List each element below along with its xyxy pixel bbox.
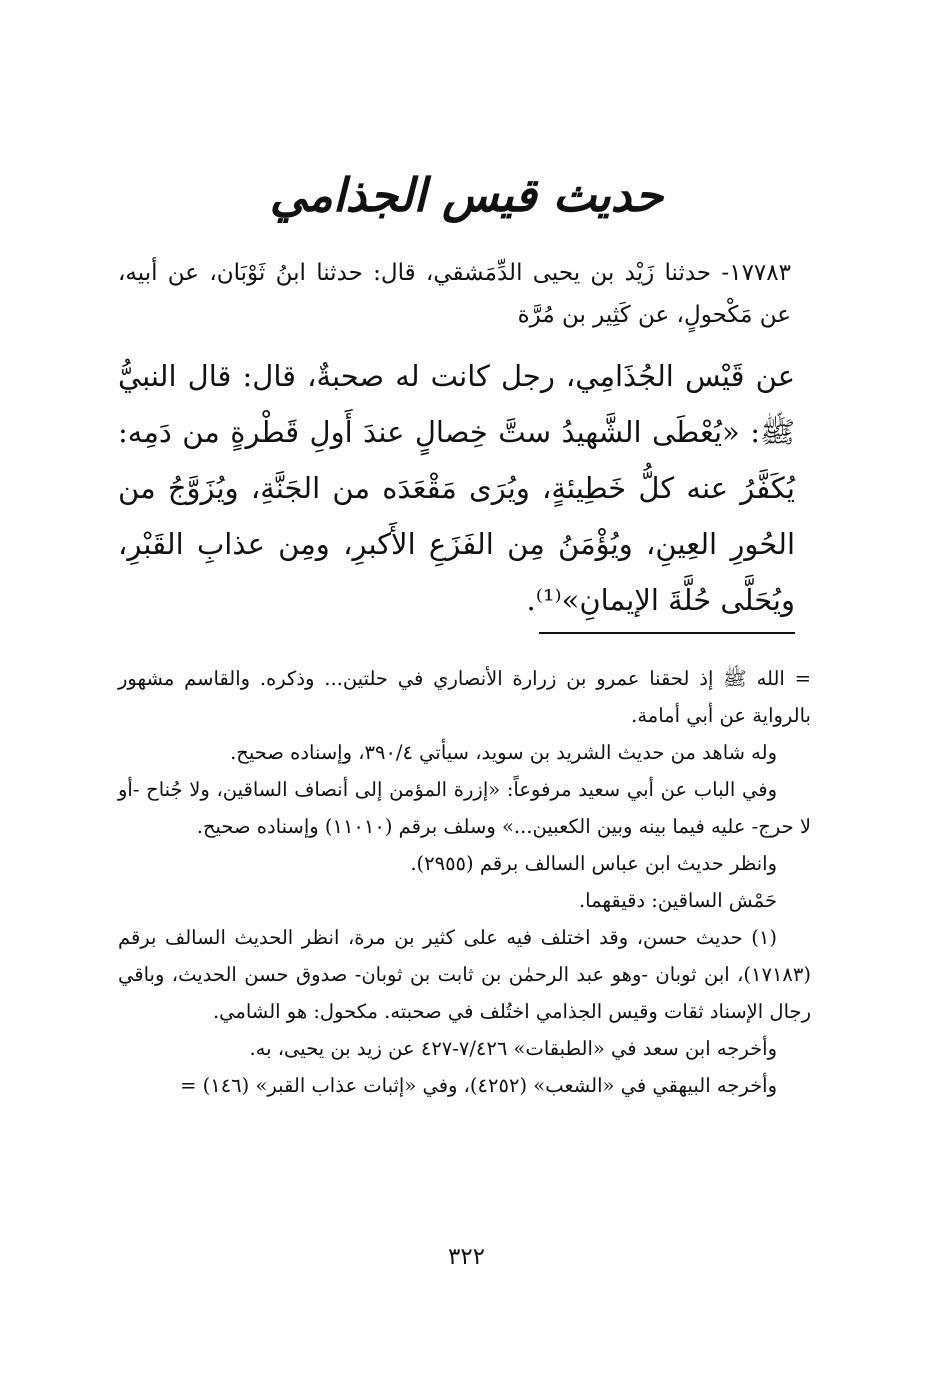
- hadith-isnad: ١٧٧٨٣- حدثنا زَيْد بن يحيى الدِّمَشقي، قال: حدثنا ابنُ ثَوْبَان، عن أبيه، عن مَكْحولٍ، عن كَثِير بن مُرَّة: [118, 260, 791, 328]
- hadith-matn: عن قَيْس الجُذَامِي، رجل كانت له صحبةٌ، قال: قال النبيُّ ﷺ: «يُعْطَى الشَّهيدُ ستَّ خِصالٍ عندَ أَولِ قَطْرةٍ من دَمِه: يُكَفَّرُ عنه كلُّ خَطِيئةٍ، ويُرَى مَقْعَدَه من الجَنَّةِ، ويُزَوَّجُ من الحُورِ العِينِ، ويُؤْمَنُ مِن الفَزَعِ الأَكبرِ، ومِن عذابِ القَبْرِ، ويُحَلَّى حُلَّةَ الإيمانِ»⁽¹⁾.: [118, 359, 795, 617]
- footnote-continuation: = الله ﷺ إذ لحقنا عمرو بن زرارة الأنصاري في حلتين... وذكره. والقاسم مشهور بالرواية عن أبي أمامة.: [118, 667, 811, 727]
- page-number: ٣٢٢: [447, 1244, 486, 1270]
- footnote-paragraph: حَمْش الساقين: دقيقهما.: [578, 889, 777, 912]
- footnote-paragraph: وأخرجه ابن سعد في «الطبقات» ٧/٤٢٦-٤٢٧ عن زيد بن يحيى، به.: [249, 1037, 777, 1060]
- footnote-one: (١) حديث حسن، وقد اختلف فيه على كثير بن مرة، انظر الحديث السالف برقم (١٧١٨٣)، ابن ثوبان -وهو عبد الرحمٰن بن ثابت بن ثوبان- صدوق حسن الحديث، وباقي رجال الإسناد ثقات وقيس الجذامي اختُلف في صحبته. مكحول: هو الشامي.: [118, 926, 811, 1023]
- footnote-paragraph: وفي الباب عن أبي سعيد مرفوعاً: «إزرة المؤمن إلى أنصاف الساقين، ولا جُناح -أو لا حرج- عليه فيما بينه وبين الكعبين...» وسلف برقم (١١٠١٠) وإسناده صحيح.: [118, 778, 811, 838]
- footnote-paragraph: وانظر حديث ابن عباس السالف برقم (٢٩٥٥).: [410, 852, 777, 875]
- footnote-paragraph: وله شاهد من حديث الشريد بن سويد، سيأتي ٣٩٠/٤، وإسناده صحيح.: [230, 741, 777, 764]
- chapter-heading: حديث قيس الجذامي: [269, 168, 664, 222]
- footnote-paragraph: وأخرجه البيهقي في «الشعب» (٤٢٥٢)، وفي «إثبات عذاب القبر» (١٤٦) =: [180, 1074, 777, 1097]
- footnotes: [118, 660, 811, 1104]
- footnote-separator: [539, 632, 795, 634]
